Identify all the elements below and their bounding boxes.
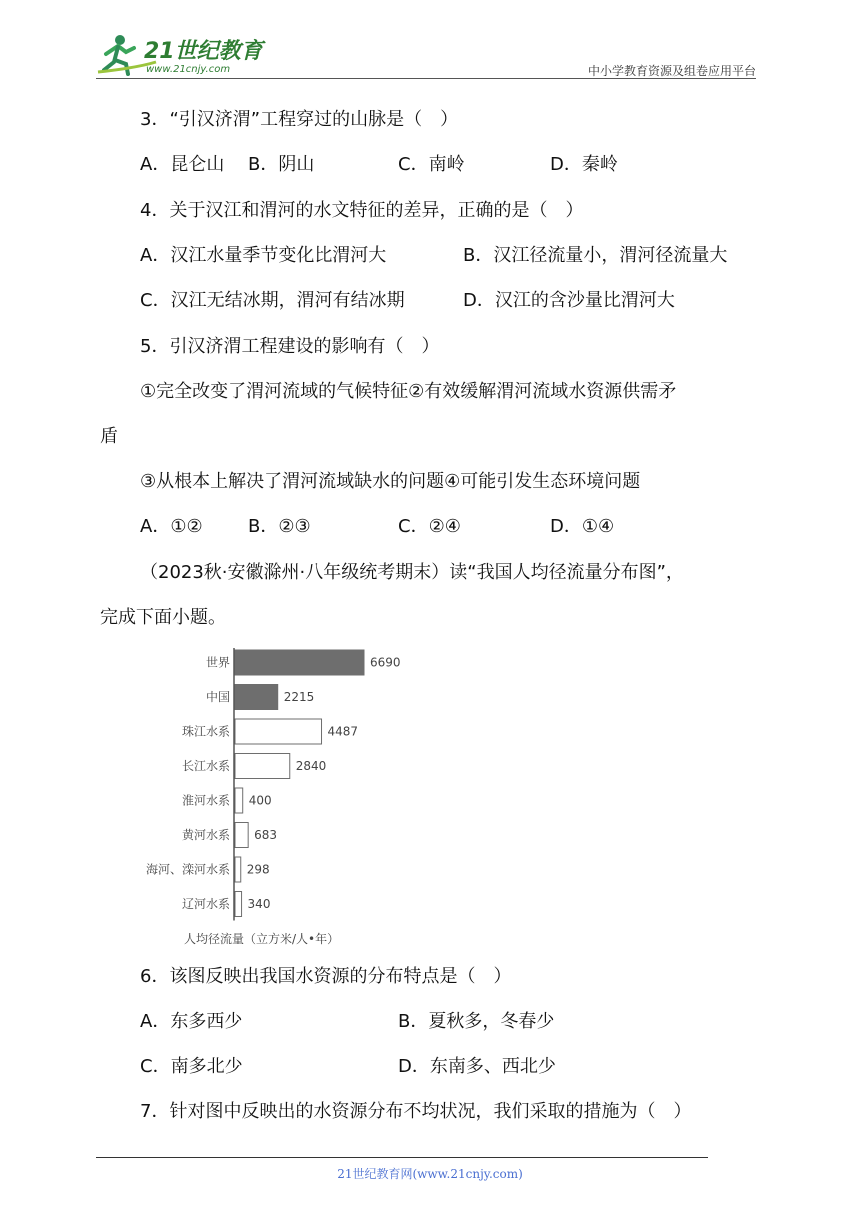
header-divider [96, 78, 756, 79]
bar [235, 857, 241, 882]
q6-option-b: B．夏秋多，冬春少 [398, 1011, 555, 1032]
q7-stem: 7．针对图中反映出的水资源分布不均状况，我们采取的措施为（ ） [140, 1101, 692, 1122]
category-label: 中国 [205, 690, 230, 704]
bar [235, 719, 322, 744]
q6-option-a: A．东多西少 [140, 1011, 243, 1032]
q6-option-d: D．东南多、西北少 [398, 1056, 556, 1077]
q4-option-c: C．汉江无结冰期，渭河有结冰期 [140, 290, 405, 311]
logo-url: www.21cnjy.com [146, 64, 231, 75]
value-label: 2840 [295, 759, 327, 773]
category-label: 海河、滦河水系 [145, 862, 230, 877]
q5-statement-line2: ③从根本上解决了渭河流域缺水的问题④可能引发生态环境问题 [140, 471, 641, 492]
value-label: 400 [248, 793, 272, 808]
value-label: 6690 [370, 655, 401, 670]
q4-option-b: B．汉江径流量小，渭河径流量大 [463, 245, 728, 266]
q3-option-b: B．阴山 [248, 154, 315, 175]
value-label: 683 [254, 828, 278, 842]
q5-stem: 5．引汉济渭工程建设的影响有（ ） [140, 336, 440, 357]
logo-text: 21世纪教育 [144, 39, 263, 64]
category-label: 辽河水系 [181, 897, 230, 911]
category-label: 长江水系 [181, 759, 230, 773]
category-label: 黄河水系 [181, 828, 230, 842]
category-label: 珠江水系 [181, 724, 230, 739]
q5-option-c: C．②④ [398, 516, 461, 537]
value-label: 4487 [327, 724, 359, 739]
value-label: 298 [246, 862, 270, 877]
q3-option-d: D．秦岭 [550, 154, 618, 175]
runoff-bar-chart [130, 640, 430, 960]
q3-stem: 3．“引汉济渭”工程穿过的山脉是（ ） [140, 109, 459, 130]
x-axis-label: 人均径流量（立方米/人•年） [184, 932, 340, 946]
q5-option-b: B．②③ [248, 516, 311, 537]
intro-line2: 完成下面小题。 [100, 607, 226, 628]
footer-text: 21世纪教育网(www.21cnjy.com) [337, 1167, 523, 1181]
q3-option-c: C．南岭 [398, 154, 465, 175]
bar [235, 650, 364, 675]
bar [235, 685, 278, 710]
bar [235, 823, 248, 848]
category-label: 淮河水系 [181, 793, 230, 808]
q6-option-c: C．南多北少 [140, 1056, 243, 1077]
value-label: 2215 [283, 690, 315, 704]
q5-statement-wrap: 盾 [100, 426, 118, 447]
q4-option-a: A．汉江水量季节变化比渭河大 [140, 245, 387, 266]
q5-option-d: D．①④ [550, 516, 615, 537]
q5-option-a: A．①② [140, 516, 203, 537]
q6-stem: 6．该图反映出我国水资源的分布特点是（ ） [140, 966, 512, 987]
logo-21cnjy [96, 32, 266, 78]
q5-statement-line1: ①完全改变了渭河流域的气候特征②有效缓解渭河流域水资源供需矛 [140, 381, 677, 402]
q3-option-a: A．昆仑山 [140, 154, 225, 175]
q4-option-d: D．汉江的含沙量比渭河大 [463, 290, 675, 311]
bar [235, 754, 290, 779]
intro-line1: （2023秋·安徽滁州·八年级统考期末）读“我国人均径流量分布图”， [140, 562, 684, 583]
bar [235, 788, 243, 813]
bar [235, 892, 242, 917]
page-header [96, 32, 756, 78]
value-label: 340 [247, 897, 271, 911]
header-platform-text: 中小学教育资源及组卷应用平台 [587, 64, 756, 78]
footer-divider [96, 1157, 708, 1158]
q4-stem: 4．关于汉江和渭河的水文特征的差异，正确的是（ ） [140, 200, 584, 221]
category-label: 世界 [205, 655, 230, 670]
